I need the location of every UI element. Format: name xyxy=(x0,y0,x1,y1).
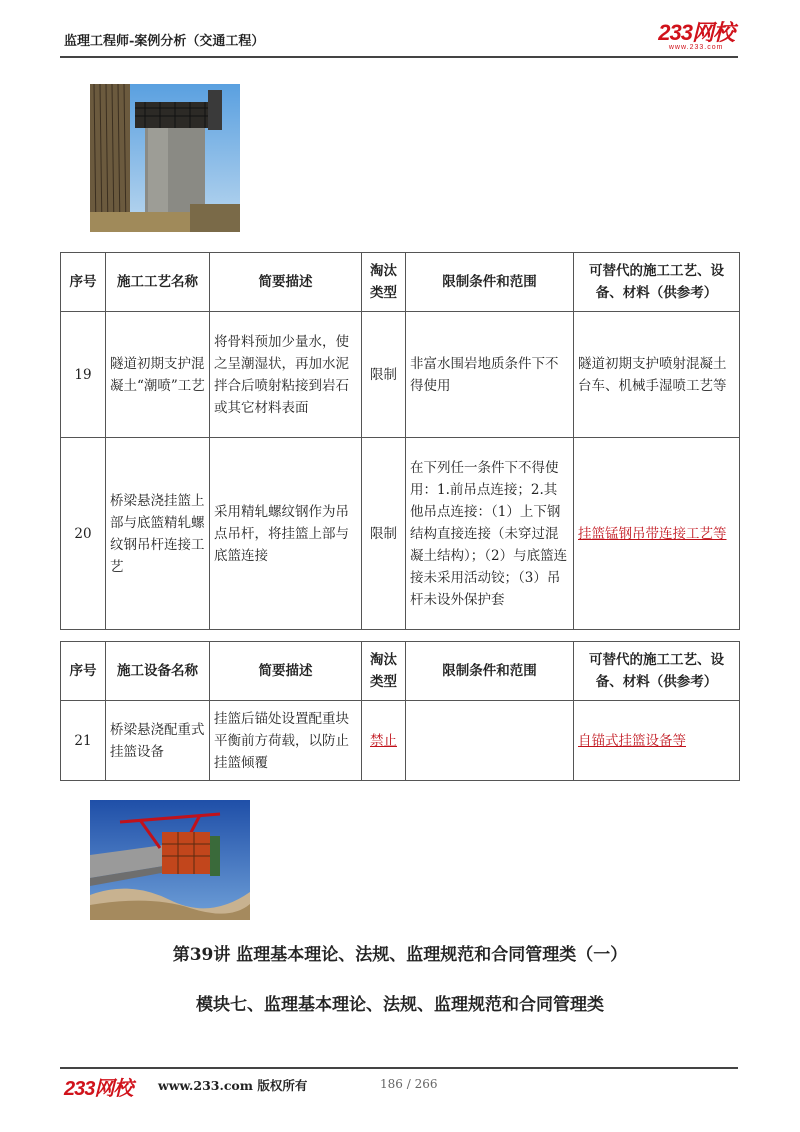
table-row xyxy=(61,701,740,781)
row-description: 采用精轧螺纹钢作为吊点吊杆，将挂篮上部与底篮连接 xyxy=(210,438,362,630)
table-header-row xyxy=(61,253,740,312)
alternative-link[interactable]: 自锚式挂篮设备等 xyxy=(578,732,686,749)
row-type xyxy=(362,701,406,781)
header-description: 简要描述 xyxy=(210,642,362,701)
row-no: 19 xyxy=(61,312,106,438)
header-divider xyxy=(60,56,738,58)
header-alternatives: 可替代的施工工艺、设备、材料（供参考） xyxy=(574,642,740,701)
header-restrictions: 限制条件和范围 xyxy=(406,253,574,312)
row-no: 21 xyxy=(61,701,106,781)
row-type: 限制 xyxy=(362,312,406,438)
module-title: 模块七、监理基本理论、法规、监理规范和合同管理类 xyxy=(196,995,604,1015)
row-name: 桥梁悬浇配重式挂篮设备 xyxy=(106,701,210,781)
type-link[interactable]: 禁止 xyxy=(370,732,397,749)
header-elimination-type: 淘汰类型 xyxy=(362,253,406,312)
header-restrictions: 限制条件和范围 xyxy=(406,642,574,701)
row-alternatives: 隧道初期支护喷射混凝土台车、机械手湿喷工艺等 xyxy=(574,312,740,438)
page-number: 186 / 266 xyxy=(380,1077,438,1091)
row-no: 20 xyxy=(61,438,106,630)
header-elimination-type: 淘汰类型 xyxy=(362,642,406,701)
table-header-row xyxy=(61,642,740,701)
header-process-name: 施工工艺名称 xyxy=(106,253,210,312)
row-restrictions: 在下列任一条件下不得使用：1.前吊点连接；2.其他吊点连接：（1）上下钢结构直接连接（未穿过混凝土结构）；（2）与底篮连接未采用活动铰；（3）吊杆未设外保护套 xyxy=(406,438,574,630)
header-equipment-name: 施工设备名称 xyxy=(106,642,210,701)
table-row xyxy=(61,312,740,438)
equipment-table xyxy=(60,641,740,781)
bridge-form-traveler-photo xyxy=(90,800,250,920)
alternative-link[interactable]: 挂篮锰钢吊带连接工艺等 xyxy=(578,525,727,542)
row-description: 挂篮后锚处设置配重块平衡前方荷载，以防止挂篮倾覆 xyxy=(210,701,362,781)
header-no: 序号 xyxy=(61,253,106,312)
header-description: 简要描述 xyxy=(210,253,362,312)
footer-brand-logo: 233网校 xyxy=(64,1078,133,1100)
row-name: 桥梁悬浇挂篮上部与底篮精轧螺纹钢吊杆连接工艺 xyxy=(106,438,210,630)
row-restrictions xyxy=(406,701,574,781)
process-table xyxy=(60,252,740,630)
brand-logo-url: www.233.com xyxy=(668,44,724,51)
row-restrictions: 非富水围岩地质条件下不得使用 xyxy=(406,312,574,438)
lecture-title: 第39讲 监理基本理论、法规、监理规范和合同管理类（一） xyxy=(172,945,628,965)
footer-copyright: www.233.com 版权所有 xyxy=(158,1078,308,1093)
document-header-title: 监理工程师-案例分析（交通工程） xyxy=(64,34,265,49)
row-name: 隧道初期支护混凝土“潮喷”工艺 xyxy=(106,312,210,438)
brand-logo-text: 233网校 xyxy=(658,20,734,45)
brand-logo xyxy=(658,22,734,52)
row-alternatives xyxy=(574,701,740,781)
row-alternatives xyxy=(574,438,740,630)
row-description: 将骨料预加少量水，使之呈潮湿状，再加水泥拌合后喷射粘接到岩石或其它材料表面 xyxy=(210,312,362,438)
row-type: 限制 xyxy=(362,438,406,630)
construction-tower-photo xyxy=(90,84,240,232)
header-no: 序号 xyxy=(61,642,106,701)
footer-divider xyxy=(60,1067,738,1069)
header-alternatives: 可替代的施工工艺、设备、材料（供参考） xyxy=(574,253,740,312)
table-row xyxy=(61,438,740,630)
